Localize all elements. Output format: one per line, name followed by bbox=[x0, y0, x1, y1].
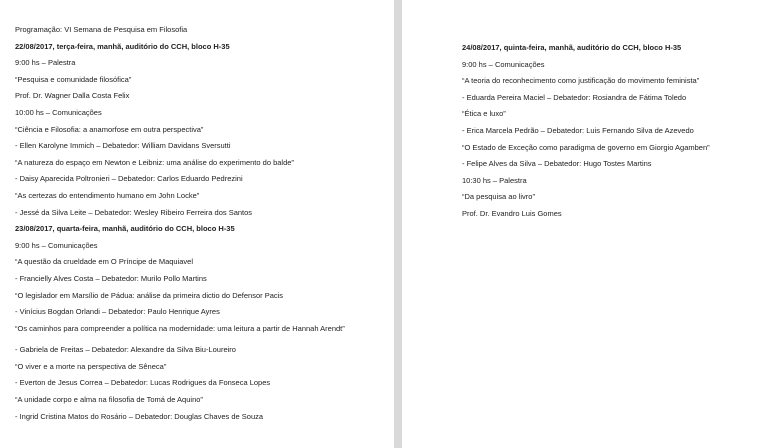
text-line: - Jessé da Silva Leite – Debatedor: Wesley Ribeiro Ferreira dos Santos bbox=[15, 207, 253, 217]
text-line: - Francielly Alves Costa – Debatedor: Murilo Pollo Martins bbox=[15, 273, 207, 283]
text-line: - Eduarda Pereira Maciel – Debatedor: Rosiandra de Fátima Toledo bbox=[462, 92, 687, 102]
text-line: “Ética e luxo” bbox=[462, 109, 506, 119]
text-line: - Everton de Jesus Correa – Debatedor: Lucas Rodrigues da Fonseca Lopes bbox=[15, 378, 271, 388]
date-heading: 23/08/2017, quarta-feira, manhã, auditório do CCH, bloco H-35 bbox=[15, 224, 235, 234]
text-line: “Pesquisa e comunidade filosófica” bbox=[15, 74, 132, 84]
text-line: - Erica Marcela Pedrão – Debatedor: Luis Fernando Silva de Azevedo bbox=[462, 125, 694, 135]
text-line: “A unidade corpo e alma na filosofia de Tomá de Aquino” bbox=[15, 395, 203, 405]
text-line: “A natureza do espaço em Newton e Leibniz: uma análise do experimento do balde” bbox=[15, 157, 294, 167]
text-line: 10:30 hs – Palestra bbox=[462, 175, 527, 185]
text-line: Prof. Dr. Evandro Luis Gomes bbox=[462, 208, 562, 218]
text-line: “As certezas do entendimento humano em John Locke” bbox=[15, 190, 200, 200]
date-heading: 24/08/2017, quinta-feira, manhã, auditório do CCH, bloco H-35 bbox=[462, 43, 682, 52]
text-line: Programação: VI Semana de Pesquisa em Filosofia bbox=[15, 25, 188, 34]
text-line: - Felipe Alves da Silva – Debatedor: Hugo Tostes Martins bbox=[462, 159, 652, 169]
text-line: - Ingrid Cristina Matos do Rosário – Debatedor: Douglas Chaves de Souza bbox=[15, 411, 264, 421]
document-page-right bbox=[402, 0, 768, 448]
text-line: 9:00 hs – Comunicações bbox=[15, 240, 98, 250]
text-line: “A questão da crueldade em O Príncipe de Maquiavel bbox=[15, 257, 194, 267]
text-line: “Da pesquisa ao livro” bbox=[462, 192, 535, 202]
text-line: - Daisy Aparecida Poltronieri – Debatedor: Carlos Eduardo Pedrezini bbox=[15, 174, 243, 184]
text-line: “Ciência e Filosofia: a anamorfose em outra perspectiva” bbox=[15, 124, 204, 134]
text-line: “O legislador em Marsílio de Pádua: análise da primeira dictio do Defensor Pacis bbox=[15, 290, 284, 300]
text-line: “O viver e a morte na perspectiva de Sêneca” bbox=[15, 361, 167, 371]
text-line: - Vinícius Bogdan Orlandi – Debatedor: Paulo Henrique Ayres bbox=[15, 307, 220, 317]
text-line: - Gabriela de Freitas – Debatedor: Alexandre da Silva Biu-Loureiro bbox=[15, 345, 236, 355]
text-line: “A teoria do reconhecimento como justificação do movimento feminista” bbox=[462, 76, 700, 86]
text-line: 9:00 hs – Palestra bbox=[15, 58, 76, 68]
text-line: 9:00 hs – Comunicações bbox=[462, 59, 545, 69]
text-line: 10:00 hs – Comunicações bbox=[15, 107, 102, 117]
text-line: “O Estado de Exceção como paradigma de governo em Giorgio Agamben” bbox=[462, 142, 710, 152]
date-heading: 22/08/2017, terça-feira, manhã, auditório do CCH, bloco H-35 bbox=[15, 41, 230, 51]
text-line: Prof. Dr. Wagner Dalla Costa Felix bbox=[15, 91, 130, 101]
text-line: “Os caminhos para compreender a política na modernidade: uma leitura a partir de Hannah Arendt” bbox=[15, 323, 345, 333]
text-line: - Ellen Karolyne Immich – Debatedor: William Davidans Sversutti bbox=[15, 141, 231, 151]
